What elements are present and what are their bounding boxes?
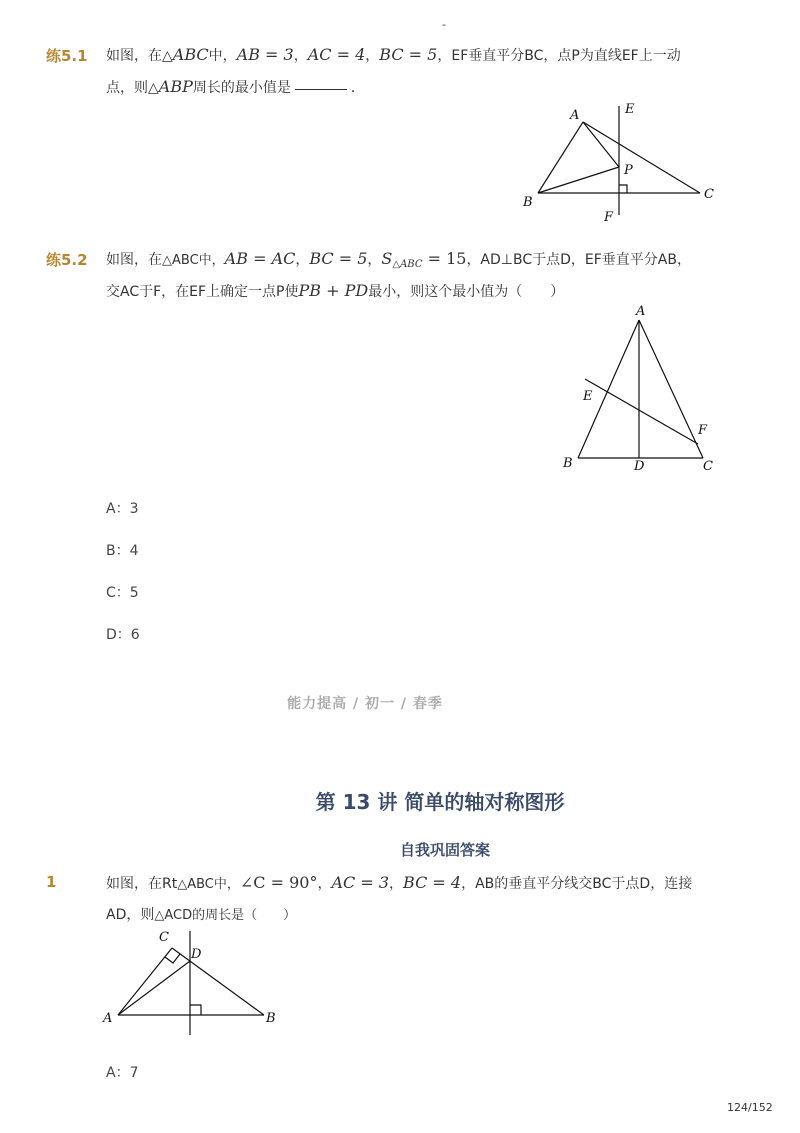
- option-b: B：4: [106, 543, 139, 559]
- math-expression: S: [381, 249, 393, 268]
- text-fragment: ，: [317, 876, 332, 892]
- right-angle-mark-bottom: [190, 1005, 201, 1015]
- point-label-b: B: [523, 195, 533, 210]
- math-expression: AB = AC: [224, 249, 296, 268]
- option-c: C：5: [106, 585, 139, 601]
- text-fragment: ．: [350, 80, 365, 96]
- text-fragment: 如图，在△: [106, 48, 173, 64]
- math-expression: = 15: [422, 249, 467, 268]
- answer-blank: [295, 89, 347, 90]
- math-subscript: △ABC: [392, 259, 423, 270]
- segment-bp: [538, 167, 619, 193]
- text-fragment: 点，则△: [106, 80, 159, 96]
- point-label-c: C: [703, 459, 713, 474]
- exercise-5-2-text-line2: [106, 280, 736, 303]
- segment-ad: [118, 961, 190, 1015]
- option-a: A：7: [106, 1065, 139, 1081]
- text-fragment: 如图，在Rt: [106, 876, 178, 892]
- segment-ab: [538, 122, 583, 193]
- math-expression: ∠C = 90°: [239, 873, 318, 892]
- exercise-5-2-text: [106, 248, 746, 276]
- chapter-title: 第 13 讲 简单的轴对称图形: [315, 790, 565, 814]
- point-label-a: A: [103, 1011, 113, 1026]
- question-1-figure: [98, 925, 288, 1037]
- text-fragment: ，EF垂直平分BC，点P为直线EF上一动: [437, 48, 681, 64]
- text-fragment: 中，: [208, 48, 237, 64]
- math-expression: AB = 3: [236, 45, 294, 64]
- section-title: 自我巩固答案: [399, 841, 490, 859]
- math-expression: AC = 3: [331, 873, 390, 892]
- right-angle-mark: [619, 185, 627, 193]
- segment-ap: [583, 122, 619, 167]
- point-label-f: F: [604, 210, 614, 225]
- text-fragment: ，AB的垂直平分线交BC于点D，连接: [461, 876, 693, 892]
- text-fragment: △ABC中，: [177, 877, 240, 892]
- text-fragment: △ACD的周长是（ ）: [154, 908, 297, 923]
- exercise-5-2-figure: [555, 302, 725, 474]
- exercise-5-1-text-line2: [106, 76, 736, 99]
- point-label-a: A: [570, 108, 580, 123]
- right-angle-mark-c: [165, 954, 180, 963]
- text-fragment: △ABC中，: [162, 253, 225, 268]
- segment-ac: [118, 948, 172, 1015]
- segment-ac: [583, 122, 700, 193]
- text-fragment: ，: [389, 876, 404, 892]
- text-fragment: ，: [295, 252, 310, 268]
- math-expression: ABP: [158, 77, 193, 96]
- exercise-5-1-label: 练5.1: [46, 47, 88, 65]
- math-expression: AC = 4: [307, 45, 366, 64]
- option-d: D：6: [106, 627, 140, 643]
- exercise-5-2-label: 练5.2: [46, 251, 88, 269]
- segment-cb: [172, 948, 264, 1015]
- point-label-c: C: [704, 187, 714, 202]
- exercise-5-1-figure: [510, 100, 730, 225]
- text-fragment: ，AD⊥BC于点D，EF垂直平分AB，: [466, 252, 691, 268]
- text-fragment: 周长的最小值是: [192, 80, 291, 96]
- exercise-5-1-text: [106, 44, 736, 67]
- point-label-e: E: [625, 102, 635, 117]
- point-label-b: B: [266, 1011, 276, 1026]
- text-fragment: AD，则: [106, 907, 155, 923]
- text-fragment: 如图，在: [106, 252, 162, 268]
- point-label-f: F: [698, 423, 708, 438]
- option-a: A：3: [106, 501, 139, 517]
- page-number: 124/152: [727, 1101, 773, 1114]
- math-expression: ABC: [172, 45, 209, 64]
- point-label-d: D: [634, 459, 645, 474]
- text-fragment: 最小，则这个最小值为（ ）: [368, 284, 565, 300]
- text-fragment: ，: [365, 48, 380, 64]
- text-fragment: 交AC于F，在EF上确定一点P使: [106, 284, 299, 300]
- point-label-p: P: [624, 163, 633, 178]
- top-mark: -: [442, 18, 446, 31]
- text-fragment: ，: [367, 252, 382, 268]
- math-expression: PB + PD: [298, 281, 369, 300]
- math-expression: BC = 5: [309, 249, 368, 268]
- question-1-text: [106, 872, 746, 896]
- point-label-c: C: [159, 930, 169, 945]
- point-label-d: D: [191, 947, 202, 962]
- math-expression: BC = 5: [379, 45, 438, 64]
- point-label-b: B: [563, 456, 573, 471]
- point-label-e: E: [583, 389, 593, 404]
- segment-ac: [639, 320, 703, 458]
- page-footer: 能力提高 / 初一 / 春季: [287, 696, 443, 712]
- point-label-a: A: [636, 304, 646, 319]
- math-expression: BC = 4: [403, 873, 462, 892]
- text-fragment: ，: [293, 48, 308, 64]
- question-1-number: 1: [46, 873, 57, 891]
- question-1-text-line2: [106, 904, 736, 927]
